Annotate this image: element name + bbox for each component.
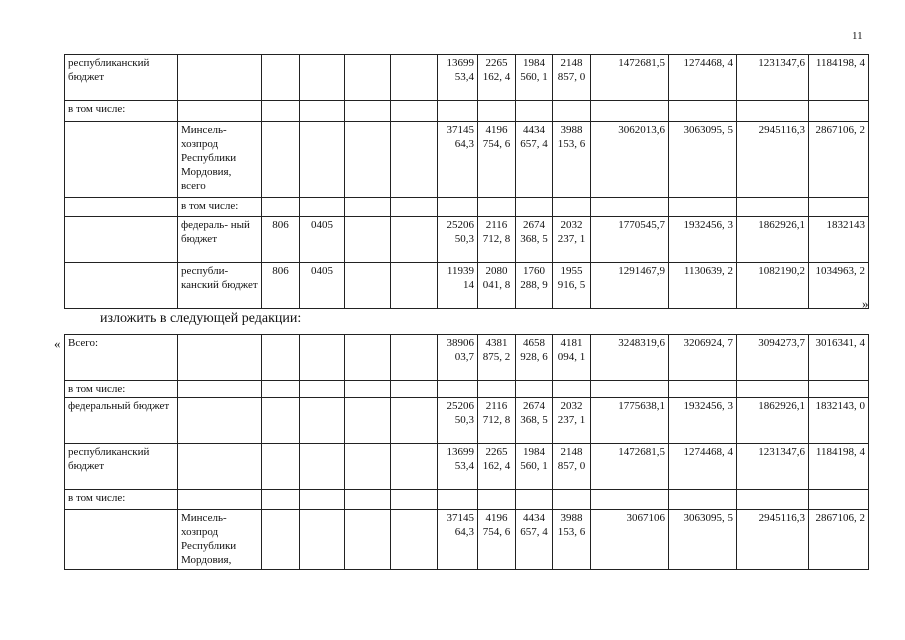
value-cell: 1955 916, 5 bbox=[553, 263, 591, 309]
value-cell: 2867106, 2 bbox=[809, 122, 869, 198]
value-cell: 1082190,2 bbox=[737, 263, 809, 309]
table-row bbox=[65, 122, 869, 198]
value-cell: 2080 041, 8 bbox=[478, 263, 516, 309]
value-cell: 1231347,6 bbox=[737, 444, 809, 490]
value-cell: 1130639, 2 bbox=[669, 263, 737, 309]
budget-table-new bbox=[64, 334, 869, 570]
value-cell: 1832143, 0 bbox=[809, 398, 869, 444]
value-cell: 1472681,5 bbox=[591, 444, 669, 490]
subheading: в том числе: bbox=[65, 490, 178, 510]
value-cell: 2148 857, 0 bbox=[553, 444, 591, 490]
value-cell: 4381 875, 2 bbox=[478, 335, 516, 381]
table-row bbox=[65, 398, 869, 444]
row-name: Всего: bbox=[65, 335, 178, 381]
value-cell: 37145 64,3 bbox=[438, 510, 478, 570]
table-row bbox=[65, 217, 869, 263]
value-cell: 1184198, 4 bbox=[809, 55, 869, 101]
table-row bbox=[65, 490, 869, 510]
value-cell: 3094273,7 bbox=[737, 335, 809, 381]
table-row bbox=[65, 101, 869, 122]
table-row bbox=[65, 381, 869, 398]
value-cell: 3988 153, 6 bbox=[553, 122, 591, 198]
value-cell: 1932456, 3 bbox=[669, 217, 737, 263]
value-cell: 2945116,3 bbox=[737, 510, 809, 570]
value-cell: 1932456, 3 bbox=[669, 398, 737, 444]
value-cell: 3062013,6 bbox=[591, 122, 669, 198]
row-name: Минсель- хозпрод Республики Мордовия, bbox=[178, 510, 262, 570]
section-code: 0405 bbox=[300, 263, 345, 309]
value-cell: 1184198, 4 bbox=[809, 444, 869, 490]
value-cell: 2674 368, 5 bbox=[516, 217, 553, 263]
value-cell: 4196 754, 6 bbox=[478, 122, 516, 198]
closing-quote: » bbox=[862, 296, 869, 311]
value-cell: 2265 162, 4 bbox=[478, 55, 516, 101]
value-cell: 2032 237, 1 bbox=[553, 217, 591, 263]
value-cell: 1984 560, 1 bbox=[516, 55, 553, 101]
value-cell: 3248319,6 bbox=[591, 335, 669, 381]
value-cell: 4181 094, 1 bbox=[553, 335, 591, 381]
value-cell: 1231347,6 bbox=[737, 55, 809, 101]
value-cell: 1862926,1 bbox=[737, 398, 809, 444]
budget-table-old bbox=[64, 54, 869, 309]
value-cell: 1832143 bbox=[809, 217, 869, 263]
section-code: 0405 bbox=[300, 217, 345, 263]
value-cell: 3206924, 7 bbox=[669, 335, 737, 381]
row-name: республиканский бюджет bbox=[65, 444, 178, 490]
row-name: федеральный бюджет bbox=[65, 398, 178, 444]
table-row bbox=[65, 55, 869, 101]
value-cell: 2148 857, 0 bbox=[553, 55, 591, 101]
value-cell: 11939 14 bbox=[438, 263, 478, 309]
value-cell: 2116 712, 8 bbox=[478, 398, 516, 444]
value-cell: 2945116,3 bbox=[737, 122, 809, 198]
value-cell: 1034963, 2 bbox=[809, 263, 869, 309]
amendment-caption: изложить в следующей редакции: bbox=[100, 311, 302, 326]
subheading: в том числе: bbox=[65, 381, 178, 398]
page-number: 11 bbox=[852, 30, 863, 42]
row-name: республиканский бюджет bbox=[65, 55, 178, 101]
value-cell: 1472681,5 bbox=[591, 55, 669, 101]
value-cell: 1984 560, 1 bbox=[516, 444, 553, 490]
value-cell: 1862926,1 bbox=[737, 217, 809, 263]
value-cell: 4434 657, 4 bbox=[516, 510, 553, 570]
grbs-code: 806 bbox=[262, 217, 300, 263]
value-cell: 13699 53,4 bbox=[438, 444, 478, 490]
value-cell: 1291467,9 bbox=[591, 263, 669, 309]
value-cell: 4658 928, 6 bbox=[516, 335, 553, 381]
value-cell: 2116 712, 8 bbox=[478, 217, 516, 263]
value-cell: 2265 162, 4 bbox=[478, 444, 516, 490]
value-cell: 1775638,1 bbox=[591, 398, 669, 444]
table-row bbox=[65, 444, 869, 490]
table-row bbox=[65, 198, 869, 217]
opening-quote: « bbox=[54, 336, 61, 351]
value-cell: 25206 50,3 bbox=[438, 217, 478, 263]
row-name: республи- канский бюджет bbox=[178, 263, 262, 309]
table-row bbox=[65, 510, 869, 570]
value-cell: 38906 03,7 bbox=[438, 335, 478, 381]
value-cell: 13699 53,4 bbox=[438, 55, 478, 101]
value-cell: 1760 288, 9 bbox=[516, 263, 553, 309]
value-cell: 3067106 bbox=[591, 510, 669, 570]
value-cell: 1274468, 4 bbox=[669, 55, 737, 101]
row-name: Минсель- хозпрод Республики Мордовия, всего bbox=[178, 122, 262, 198]
value-cell: 25206 50,3 bbox=[438, 398, 478, 444]
table-row bbox=[65, 335, 869, 381]
table-row bbox=[65, 263, 869, 309]
value-cell: 37145 64,3 bbox=[438, 122, 478, 198]
subheading: в том числе: bbox=[65, 101, 178, 122]
value-cell: 3063095, 5 bbox=[669, 122, 737, 198]
value-cell: 4434 657, 4 bbox=[516, 122, 553, 198]
grbs-code: 806 bbox=[262, 263, 300, 309]
value-cell: 3988 153, 6 bbox=[553, 510, 591, 570]
value-cell: 4196 754, 6 bbox=[478, 510, 516, 570]
value-cell: 1770545,7 bbox=[591, 217, 669, 263]
value-cell: 1274468, 4 bbox=[669, 444, 737, 490]
value-cell: 2867106, 2 bbox=[809, 510, 869, 570]
subheading: в том числе: bbox=[178, 198, 262, 217]
value-cell: 2674 368, 5 bbox=[516, 398, 553, 444]
value-cell: 3063095, 5 bbox=[669, 510, 737, 570]
row-name: федераль- ный бюджет bbox=[178, 217, 262, 263]
value-cell: 3016341, 4 bbox=[809, 335, 869, 381]
value-cell: 2032 237, 1 bbox=[553, 398, 591, 444]
